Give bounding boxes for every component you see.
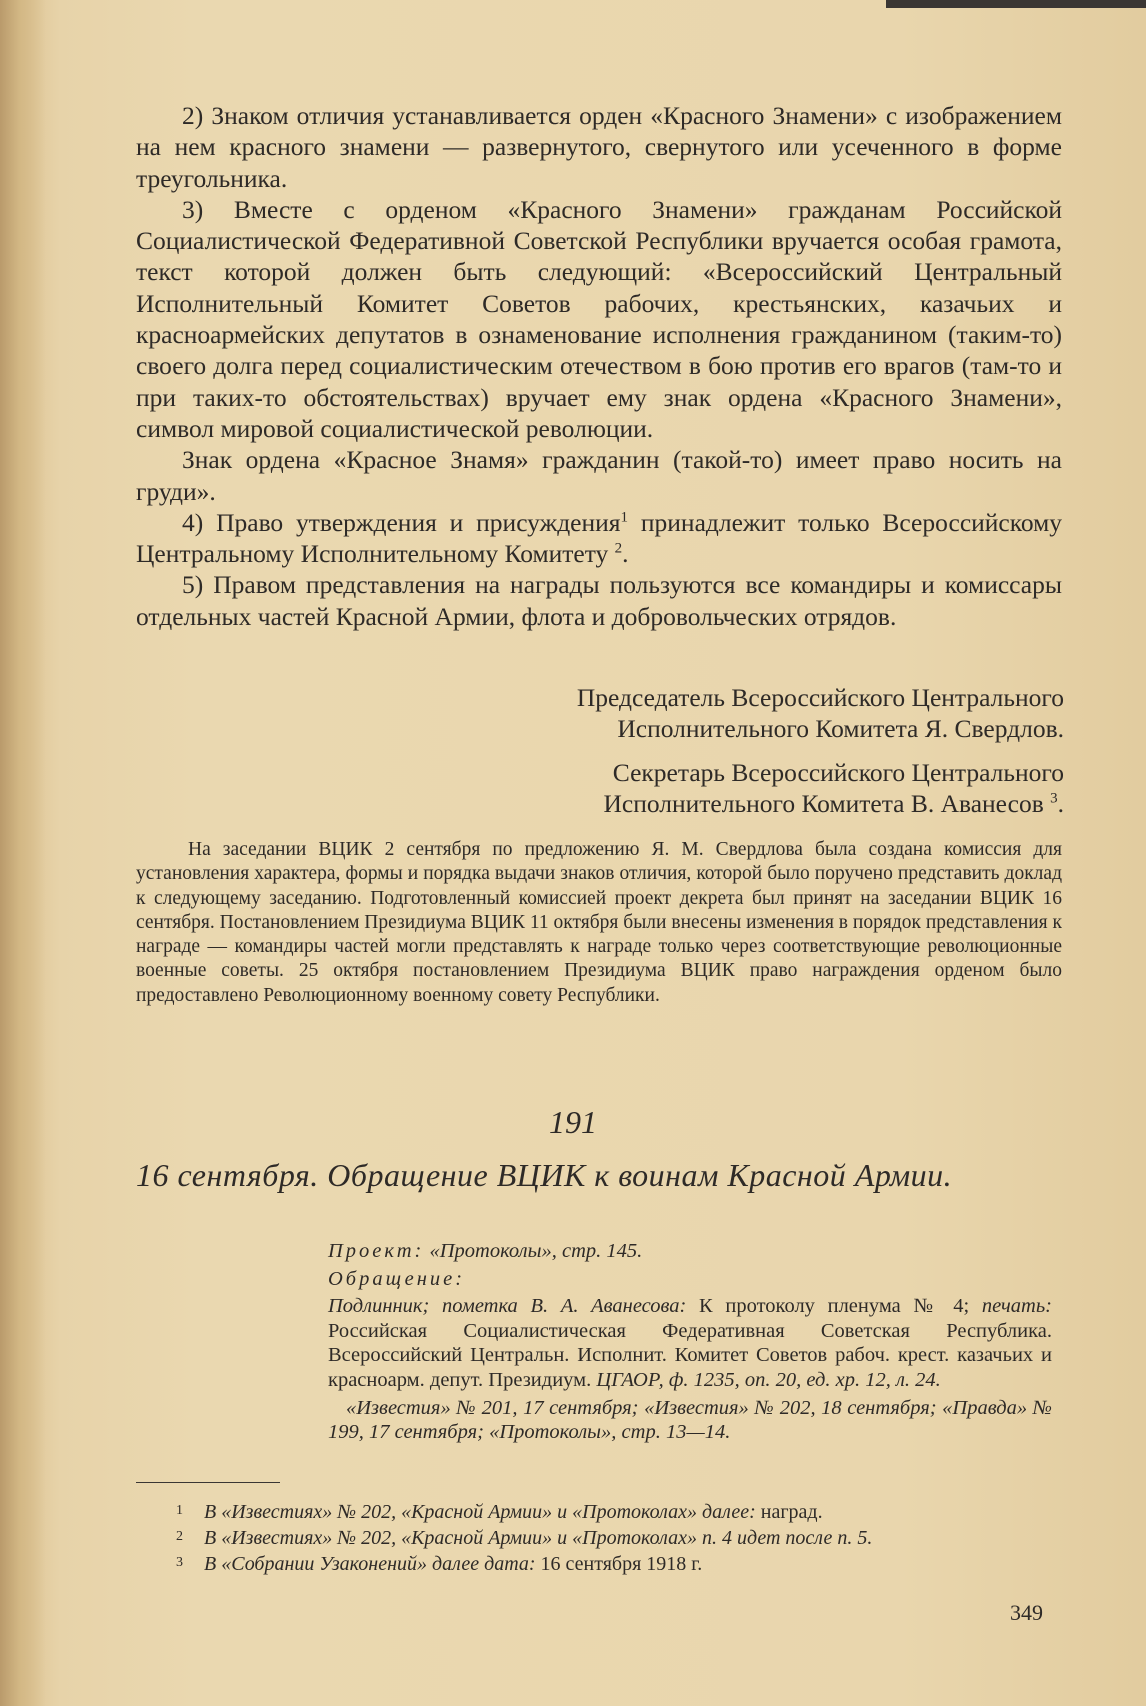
scan-edge [886, 0, 1146, 8]
book-spine-shadow [0, 0, 46, 1706]
source-references: Проект: «Протоколы», стр. 145. Обращение: Подлинник; пометка В. А. Аванесова: К протоколу пленума № 4; печать: Российская Социалистическая Федеративная Советская Республика. Всероссийский Центральн. Исполнит. Комитет Советов рабоч. крест. казачьих и красноарм. депут. Президиум. ЦГАОР, ф. 1235, оп. 20, ед. хр. 12, л. 24. «Известия» № 201, 17 сентября; «Известия» № 202, 18 сентября; «Правда» № 199, 17 сентября; «Протоколы», стр. 13—14. [328, 1240, 1052, 1444]
footnote-ref-3[interactable]: 3 [1050, 790, 1058, 807]
archive-reference: ЦГАОР, ф. 1235, оп. 20, ед. хр. 12, л. 24. [596, 1368, 941, 1391]
document-heading: 16 сентября. Обращение ВЦИК к воинам Красной Армии. [136, 1157, 953, 1193]
paragraph-sign-wearing: Знак ордена «Красное Знамя» гражданин (такой-то) имеет право носить на груди». [136, 445, 1062, 506]
paragraph-5: 5) Правом представления на награды пользуются все командиры и комиссары отдельных частей Красной Армии, флота и добровольческих отрядов. [136, 570, 1062, 631]
footnote-ref-2[interactable]: 2 [614, 540, 623, 557]
footnote-ref-1[interactable]: 1 [620, 509, 629, 526]
signature-secretary: Секретарь Всероссийского Центрального Исполнительного Комитета В. Аванесов $^3$. [603, 758, 1064, 819]
paragraph-4: 4) Право утверждения и присуждения$^1$ принадлежит только Всероссийскому Центральному Исполнительному Комитету $^2$. [136, 507, 1062, 569]
decree-body [136, 100, 1062, 632]
publications-list: «Известия» № 201, 17 сентября; «Известия» № 202, 18 сентября; «Правда» № 199, 17 сентября; «Протоколы», стр. 13—14. [328, 1396, 1052, 1444]
footnote-divider [136, 1482, 280, 1483]
footnote-3: 3 В «Собрании Узаконений» далее дата: 16 сентября 1918 г. [176, 1553, 703, 1575]
paragraph-2: 2) Знаком отличия устанавливается орден «Красного Знамени» с изображением на нем красного знамени — развернутого, свернутого или усеченного в форме треугольника. [136, 101, 1062, 193]
paragraph-3: 3) Вместе с орденом «Красного Знамени» гражданам Российской Социалистической Федеративной Советской Республики вручается особая грамота, текст которой должен быть следующий: «Всероссийский Центральный Исполнительный Комитет Советов рабочих, крестьянских, казачьих и красноармейских депутатов в ознаменование исполнения гражданином (таким-то) своего долга перед социалистическим отечеством в бою против его врагов (там-то и при таких-то обстоятельствах) вручает ему знак ордена «Красного Знамени», символ мировой социалистической революции. [136, 194, 1062, 443]
document-number: 191 [549, 1104, 597, 1140]
footnote-1: 1 В «Известиях» № 202, «Красной Армии» и «Протоколах» далее: наград. [176, 1501, 823, 1523]
page-number: 349 [1010, 1600, 1043, 1625]
signature-chairman: Председатель Всероссийского Центрального Исполнительного Комитета Я. Свердлов. [576, 683, 1064, 744]
project-label: Проект: [328, 1240, 425, 1262]
editorial-note: На заседании ВЦИК 2 сентября по предложению Я. М. Свердлова была создана комиссия для установления характера, формы и порядка выдачи знаков отличия, которой было поручено представить доклад к следующему заседанию. Подготовленный комиссией проект декрета был принят на заседании ВЦИК 16 сентября. Постановлением Президиума ВЦИК 11 октября были внесены изменения в порядок представления к награде — командиры частей могли представлять к награде только через соответствующие революционные военные советы. 25 октября постановлением Президиума ВЦИК право награждения орденом было предоставлено Революционному военному совету Республики. [136, 839, 1062, 1006]
appeal-label: Обращение: [328, 1267, 466, 1290]
footnote-2: 2 В «Известиях» № 202, «Красной Армии» и «Протоколах» п. 4 идет после п. 5. [176, 1527, 873, 1549]
